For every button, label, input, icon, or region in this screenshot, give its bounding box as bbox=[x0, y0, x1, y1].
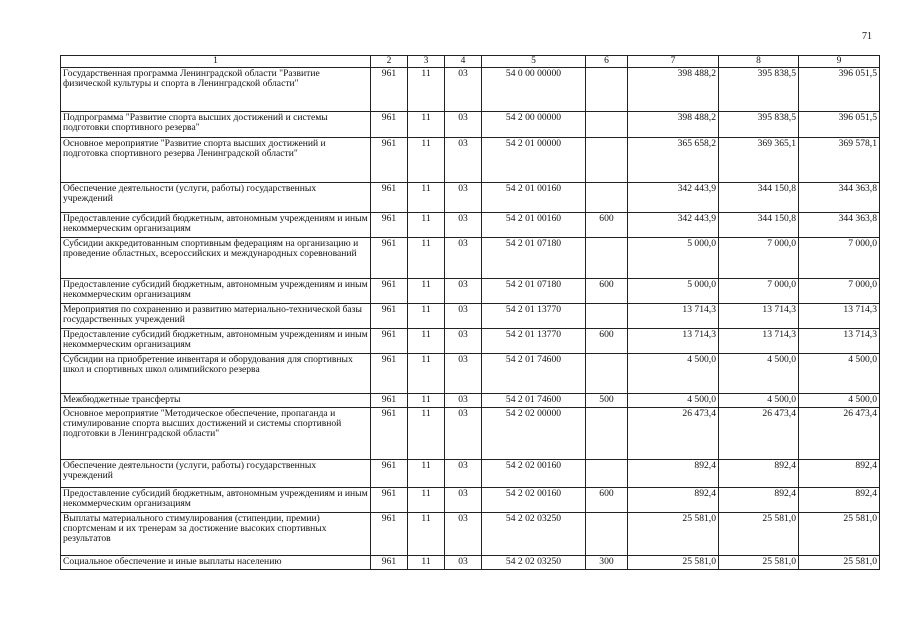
table-row bbox=[61, 304, 880, 329]
table-row bbox=[61, 556, 880, 570]
row-amount-year3-cell: 13 714,3 bbox=[799, 329, 880, 354]
row-amount-year2-cell: 7 000,0 bbox=[719, 238, 799, 279]
row-name-cell: Государственная программа Ленинградской области "Развитие физической культуры и спорта в Ленинградской области" bbox=[61, 68, 371, 112]
row-amount-year1-cell: 25 581,0 bbox=[628, 556, 719, 570]
row-code-vr-cell: 600 bbox=[586, 329, 628, 354]
row-code-vr-cell bbox=[586, 112, 628, 138]
row-code-vr-cell bbox=[586, 68, 628, 112]
row-code-pr-cell: 03 bbox=[445, 112, 482, 138]
row-code-vr-cell bbox=[586, 183, 628, 213]
table-row bbox=[61, 513, 880, 556]
row-amount-year3-cell: 892,4 bbox=[799, 460, 880, 488]
row-name-cell: Подпрограмма "Развитие спорта высших достижений и системы подготовки спортивного резерва" bbox=[61, 112, 371, 138]
row-code-gr-cell: 961 bbox=[371, 513, 408, 556]
row-code-pr-cell: 03 bbox=[445, 238, 482, 279]
row-amount-year3-cell: 4 500,0 bbox=[799, 394, 880, 408]
row-code-vr-cell: 600 bbox=[586, 488, 628, 513]
row-code-rz-cell: 11 bbox=[408, 488, 445, 513]
row-code-rz-cell: 11 bbox=[408, 408, 445, 460]
table-row bbox=[61, 138, 880, 183]
row-code-rz-cell: 11 bbox=[408, 354, 445, 394]
row-code-csr-cell: 54 2 01 13770 bbox=[482, 304, 586, 329]
row-amount-year3-cell: 344 363,8 bbox=[799, 183, 880, 213]
row-code-gr-cell: 961 bbox=[371, 238, 408, 279]
row-amount-year3-cell: 4 500,0 bbox=[799, 354, 880, 394]
row-code-csr-cell: 54 2 02 00160 bbox=[482, 460, 586, 488]
row-code-rz-cell: 11 bbox=[408, 183, 445, 213]
row-amount-year1-cell: 398 488,2 bbox=[628, 112, 719, 138]
column-header: 2 bbox=[371, 56, 408, 68]
row-amount-year2-cell: 344 150,8 bbox=[719, 183, 799, 213]
row-code-gr-cell: 961 bbox=[371, 460, 408, 488]
row-amount-year1-cell: 25 581,0 bbox=[628, 513, 719, 556]
table-row bbox=[61, 408, 880, 460]
column-header: 6 bbox=[586, 56, 628, 68]
row-amount-year1-cell: 4 500,0 bbox=[628, 394, 719, 408]
row-amount-year2-cell: 25 581,0 bbox=[719, 513, 799, 556]
row-code-vr-cell bbox=[586, 138, 628, 183]
row-code-pr-cell: 03 bbox=[445, 279, 482, 304]
row-amount-year1-cell: 398 488,2 bbox=[628, 68, 719, 112]
column-header: 7 bbox=[628, 56, 719, 68]
column-header: 4 bbox=[445, 56, 482, 68]
table-row bbox=[61, 68, 880, 112]
row-code-gr-cell: 961 bbox=[371, 213, 408, 238]
row-amount-year2-cell: 344 150,8 bbox=[719, 213, 799, 238]
row-code-pr-cell: 03 bbox=[445, 183, 482, 213]
row-code-rz-cell: 11 bbox=[408, 513, 445, 556]
row-code-csr-cell: 54 2 01 00000 bbox=[482, 138, 586, 183]
row-code-pr-cell: 03 bbox=[445, 68, 482, 112]
row-code-rz-cell: 11 bbox=[408, 213, 445, 238]
row-amount-year3-cell: 25 581,0 bbox=[799, 513, 880, 556]
table-row bbox=[61, 354, 880, 394]
row-name-cell: Обеспечение деятельности (услуги, работы) государственных учреждений bbox=[61, 183, 371, 213]
row-code-vr-cell bbox=[586, 513, 628, 556]
table-row bbox=[61, 329, 880, 354]
table-row bbox=[61, 183, 880, 213]
row-code-gr-cell: 961 bbox=[371, 556, 408, 570]
row-code-gr-cell: 961 bbox=[371, 279, 408, 304]
row-name-cell: Социальное обеспечение и иные выплаты населению bbox=[61, 556, 371, 570]
table-header-row bbox=[61, 56, 880, 68]
row-code-gr-cell: 961 bbox=[371, 408, 408, 460]
row-amount-year3-cell: 26 473,4 bbox=[799, 408, 880, 460]
row-code-rz-cell: 11 bbox=[408, 460, 445, 488]
row-amount-year2-cell: 13 714,3 bbox=[719, 304, 799, 329]
row-code-vr-cell bbox=[586, 304, 628, 329]
row-amount-year2-cell: 7 000,0 bbox=[719, 279, 799, 304]
row-code-csr-cell: 54 2 01 00160 bbox=[482, 183, 586, 213]
row-amount-year2-cell: 369 365,1 bbox=[719, 138, 799, 183]
row-amount-year2-cell: 13 714,3 bbox=[719, 329, 799, 354]
table-row bbox=[61, 213, 880, 238]
row-code-vr-cell: 600 bbox=[586, 279, 628, 304]
row-amount-year1-cell: 5 000,0 bbox=[628, 279, 719, 304]
row-amount-year1-cell: 342 443,9 bbox=[628, 183, 719, 213]
row-code-pr-cell: 03 bbox=[445, 408, 482, 460]
row-amount-year1-cell: 5 000,0 bbox=[628, 238, 719, 279]
row-code-pr-cell: 03 bbox=[445, 138, 482, 183]
row-amount-year2-cell: 892,4 bbox=[719, 488, 799, 513]
row-code-rz-cell: 11 bbox=[408, 556, 445, 570]
row-amount-year2-cell: 395 838,5 bbox=[719, 112, 799, 138]
row-amount-year2-cell: 4 500,0 bbox=[719, 354, 799, 394]
row-code-gr-cell: 961 bbox=[371, 183, 408, 213]
row-code-pr-cell: 03 bbox=[445, 394, 482, 408]
row-amount-year2-cell: 4 500,0 bbox=[719, 394, 799, 408]
row-code-pr-cell: 03 bbox=[445, 329, 482, 354]
table-row bbox=[61, 279, 880, 304]
row-name-cell: Межбюджетные трансферты bbox=[61, 394, 371, 408]
row-code-vr-cell: 500 bbox=[586, 394, 628, 408]
row-code-vr-cell bbox=[586, 460, 628, 488]
row-code-pr-cell: 03 bbox=[445, 354, 482, 394]
row-code-gr-cell: 961 bbox=[371, 488, 408, 513]
row-amount-year1-cell: 4 500,0 bbox=[628, 354, 719, 394]
row-code-rz-cell: 11 bbox=[408, 238, 445, 279]
row-amount-year1-cell: 892,4 bbox=[628, 488, 719, 513]
row-code-csr-cell: 54 0 00 00000 bbox=[482, 68, 586, 112]
row-code-rz-cell: 11 bbox=[408, 304, 445, 329]
table-row bbox=[61, 112, 880, 138]
row-code-csr-cell: 54 2 02 03250 bbox=[482, 513, 586, 556]
row-code-gr-cell: 961 bbox=[371, 354, 408, 394]
row-amount-year3-cell: 7 000,0 bbox=[799, 279, 880, 304]
row-amount-year1-cell: 13 714,3 bbox=[628, 329, 719, 354]
row-amount-year3-cell: 13 714,3 bbox=[799, 304, 880, 329]
row-code-gr-cell: 961 bbox=[371, 329, 408, 354]
row-code-vr-cell: 600 bbox=[586, 213, 628, 238]
row-code-vr-cell bbox=[586, 354, 628, 394]
column-header: 1 bbox=[61, 56, 371, 68]
row-amount-year1-cell: 892,4 bbox=[628, 460, 719, 488]
row-code-pr-cell: 03 bbox=[445, 213, 482, 238]
row-amount-year3-cell: 892,4 bbox=[799, 488, 880, 513]
row-name-cell: Субсидии аккредитованным спортивным федерациям на организацию и проведение областных, всероссийских и международных соревнований bbox=[61, 238, 371, 279]
row-code-csr-cell: 54 2 01 74600 bbox=[482, 394, 586, 408]
row-code-csr-cell: 54 2 01 00160 bbox=[482, 213, 586, 238]
row-name-cell: Субсидии на приобретение инвентаря и оборудования для спортивных школ и спортивных школ олимпийского резерва bbox=[61, 354, 371, 394]
column-header: 3 bbox=[408, 56, 445, 68]
row-name-cell: Предоставление субсидий бюджетным, автономным учреждениям и иным некоммерческим организациям bbox=[61, 329, 371, 354]
row-code-csr-cell: 54 2 01 74600 bbox=[482, 354, 586, 394]
row-code-csr-cell: 54 2 02 00160 bbox=[482, 488, 586, 513]
row-code-vr-cell bbox=[586, 408, 628, 460]
row-code-pr-cell: 03 bbox=[445, 556, 482, 570]
row-name-cell: Мероприятия по сохранению и развитию материально-технической базы государственных учреждений bbox=[61, 304, 371, 329]
row-code-pr-cell: 03 bbox=[445, 513, 482, 556]
row-name-cell: Обеспечение деятельности (услуги, работы) государственных учреждений bbox=[61, 460, 371, 488]
column-header: 5 bbox=[482, 56, 586, 68]
row-amount-year3-cell: 25 581,0 bbox=[799, 556, 880, 570]
row-code-rz-cell: 11 bbox=[408, 68, 445, 112]
row-code-rz-cell: 11 bbox=[408, 329, 445, 354]
row-amount-year3-cell: 396 051,5 bbox=[799, 68, 880, 112]
row-name-cell: Выплаты материального стимулирования (стипендии, премии) спортсменам и их тренерам за достижение высоких спортивных результатов bbox=[61, 513, 371, 556]
row-code-gr-cell: 961 bbox=[371, 138, 408, 183]
row-amount-year1-cell: 13 714,3 bbox=[628, 304, 719, 329]
table-row bbox=[61, 460, 880, 488]
table-row bbox=[61, 238, 880, 279]
column-header: 8 bbox=[719, 56, 799, 68]
row-amount-year1-cell: 365 658,2 bbox=[628, 138, 719, 183]
row-code-csr-cell: 54 2 02 00000 bbox=[482, 408, 586, 460]
row-name-cell: Основное мероприятие "Методическое обеспечение, пропаганда и стимулирование спорта высших достижений и системы спортивной подготовки в Ленинградской области" bbox=[61, 408, 371, 460]
row-code-rz-cell: 11 bbox=[408, 279, 445, 304]
row-code-csr-cell: 54 2 02 03250 bbox=[482, 556, 586, 570]
row-amount-year3-cell: 369 578,1 bbox=[799, 138, 880, 183]
row-code-csr-cell: 54 2 01 07180 bbox=[482, 238, 586, 279]
row-amount-year1-cell: 342 443,9 bbox=[628, 213, 719, 238]
row-code-csr-cell: 54 2 01 07180 bbox=[482, 279, 586, 304]
row-code-csr-cell: 54 2 01 13770 bbox=[482, 329, 586, 354]
column-header: 9 bbox=[799, 56, 880, 68]
row-amount-year3-cell: 7 000,0 bbox=[799, 238, 880, 279]
row-name-cell: Основное мероприятие "Развитие спорта высших достижений и подготовка спортивного резерва Ленинградской области" bbox=[61, 138, 371, 183]
row-code-gr-cell: 961 bbox=[371, 394, 408, 408]
row-name-cell: Предоставление субсидий бюджетным, автономным учреждениям и иным некоммерческим организациям bbox=[61, 213, 371, 238]
row-amount-year2-cell: 25 581,0 bbox=[719, 556, 799, 570]
row-amount-year3-cell: 344 363,8 bbox=[799, 213, 880, 238]
row-amount-year2-cell: 395 838,5 bbox=[719, 68, 799, 112]
row-code-gr-cell: 961 bbox=[371, 304, 408, 329]
row-code-pr-cell: 03 bbox=[445, 460, 482, 488]
row-name-cell: Предоставление субсидий бюджетным, автономным учреждениям и иным некоммерческим организациям bbox=[61, 488, 371, 513]
row-name-cell: Предоставление субсидий бюджетным, автономным учреждениям и иным некоммерческим организациям bbox=[61, 279, 371, 304]
row-amount-year2-cell: 26 473,4 bbox=[719, 408, 799, 460]
row-code-vr-cell bbox=[586, 238, 628, 279]
row-code-pr-cell: 03 bbox=[445, 304, 482, 329]
table-row bbox=[61, 488, 880, 513]
table-body bbox=[61, 56, 880, 570]
page-number: 71 bbox=[862, 31, 872, 42]
table-row bbox=[61, 394, 880, 408]
row-amount-year3-cell: 396 051,5 bbox=[799, 112, 880, 138]
row-code-rz-cell: 11 bbox=[408, 112, 445, 138]
row-code-rz-cell: 11 bbox=[408, 394, 445, 408]
row-amount-year2-cell: 892,4 bbox=[719, 460, 799, 488]
row-code-vr-cell: 300 bbox=[586, 556, 628, 570]
row-code-pr-cell: 03 bbox=[445, 488, 482, 513]
row-code-rz-cell: 11 bbox=[408, 138, 445, 183]
row-code-gr-cell: 961 bbox=[371, 68, 408, 112]
row-code-csr-cell: 54 2 00 00000 bbox=[482, 112, 586, 138]
row-amount-year1-cell: 26 473,4 bbox=[628, 408, 719, 460]
budget-table bbox=[60, 55, 880, 570]
row-code-gr-cell: 961 bbox=[371, 112, 408, 138]
